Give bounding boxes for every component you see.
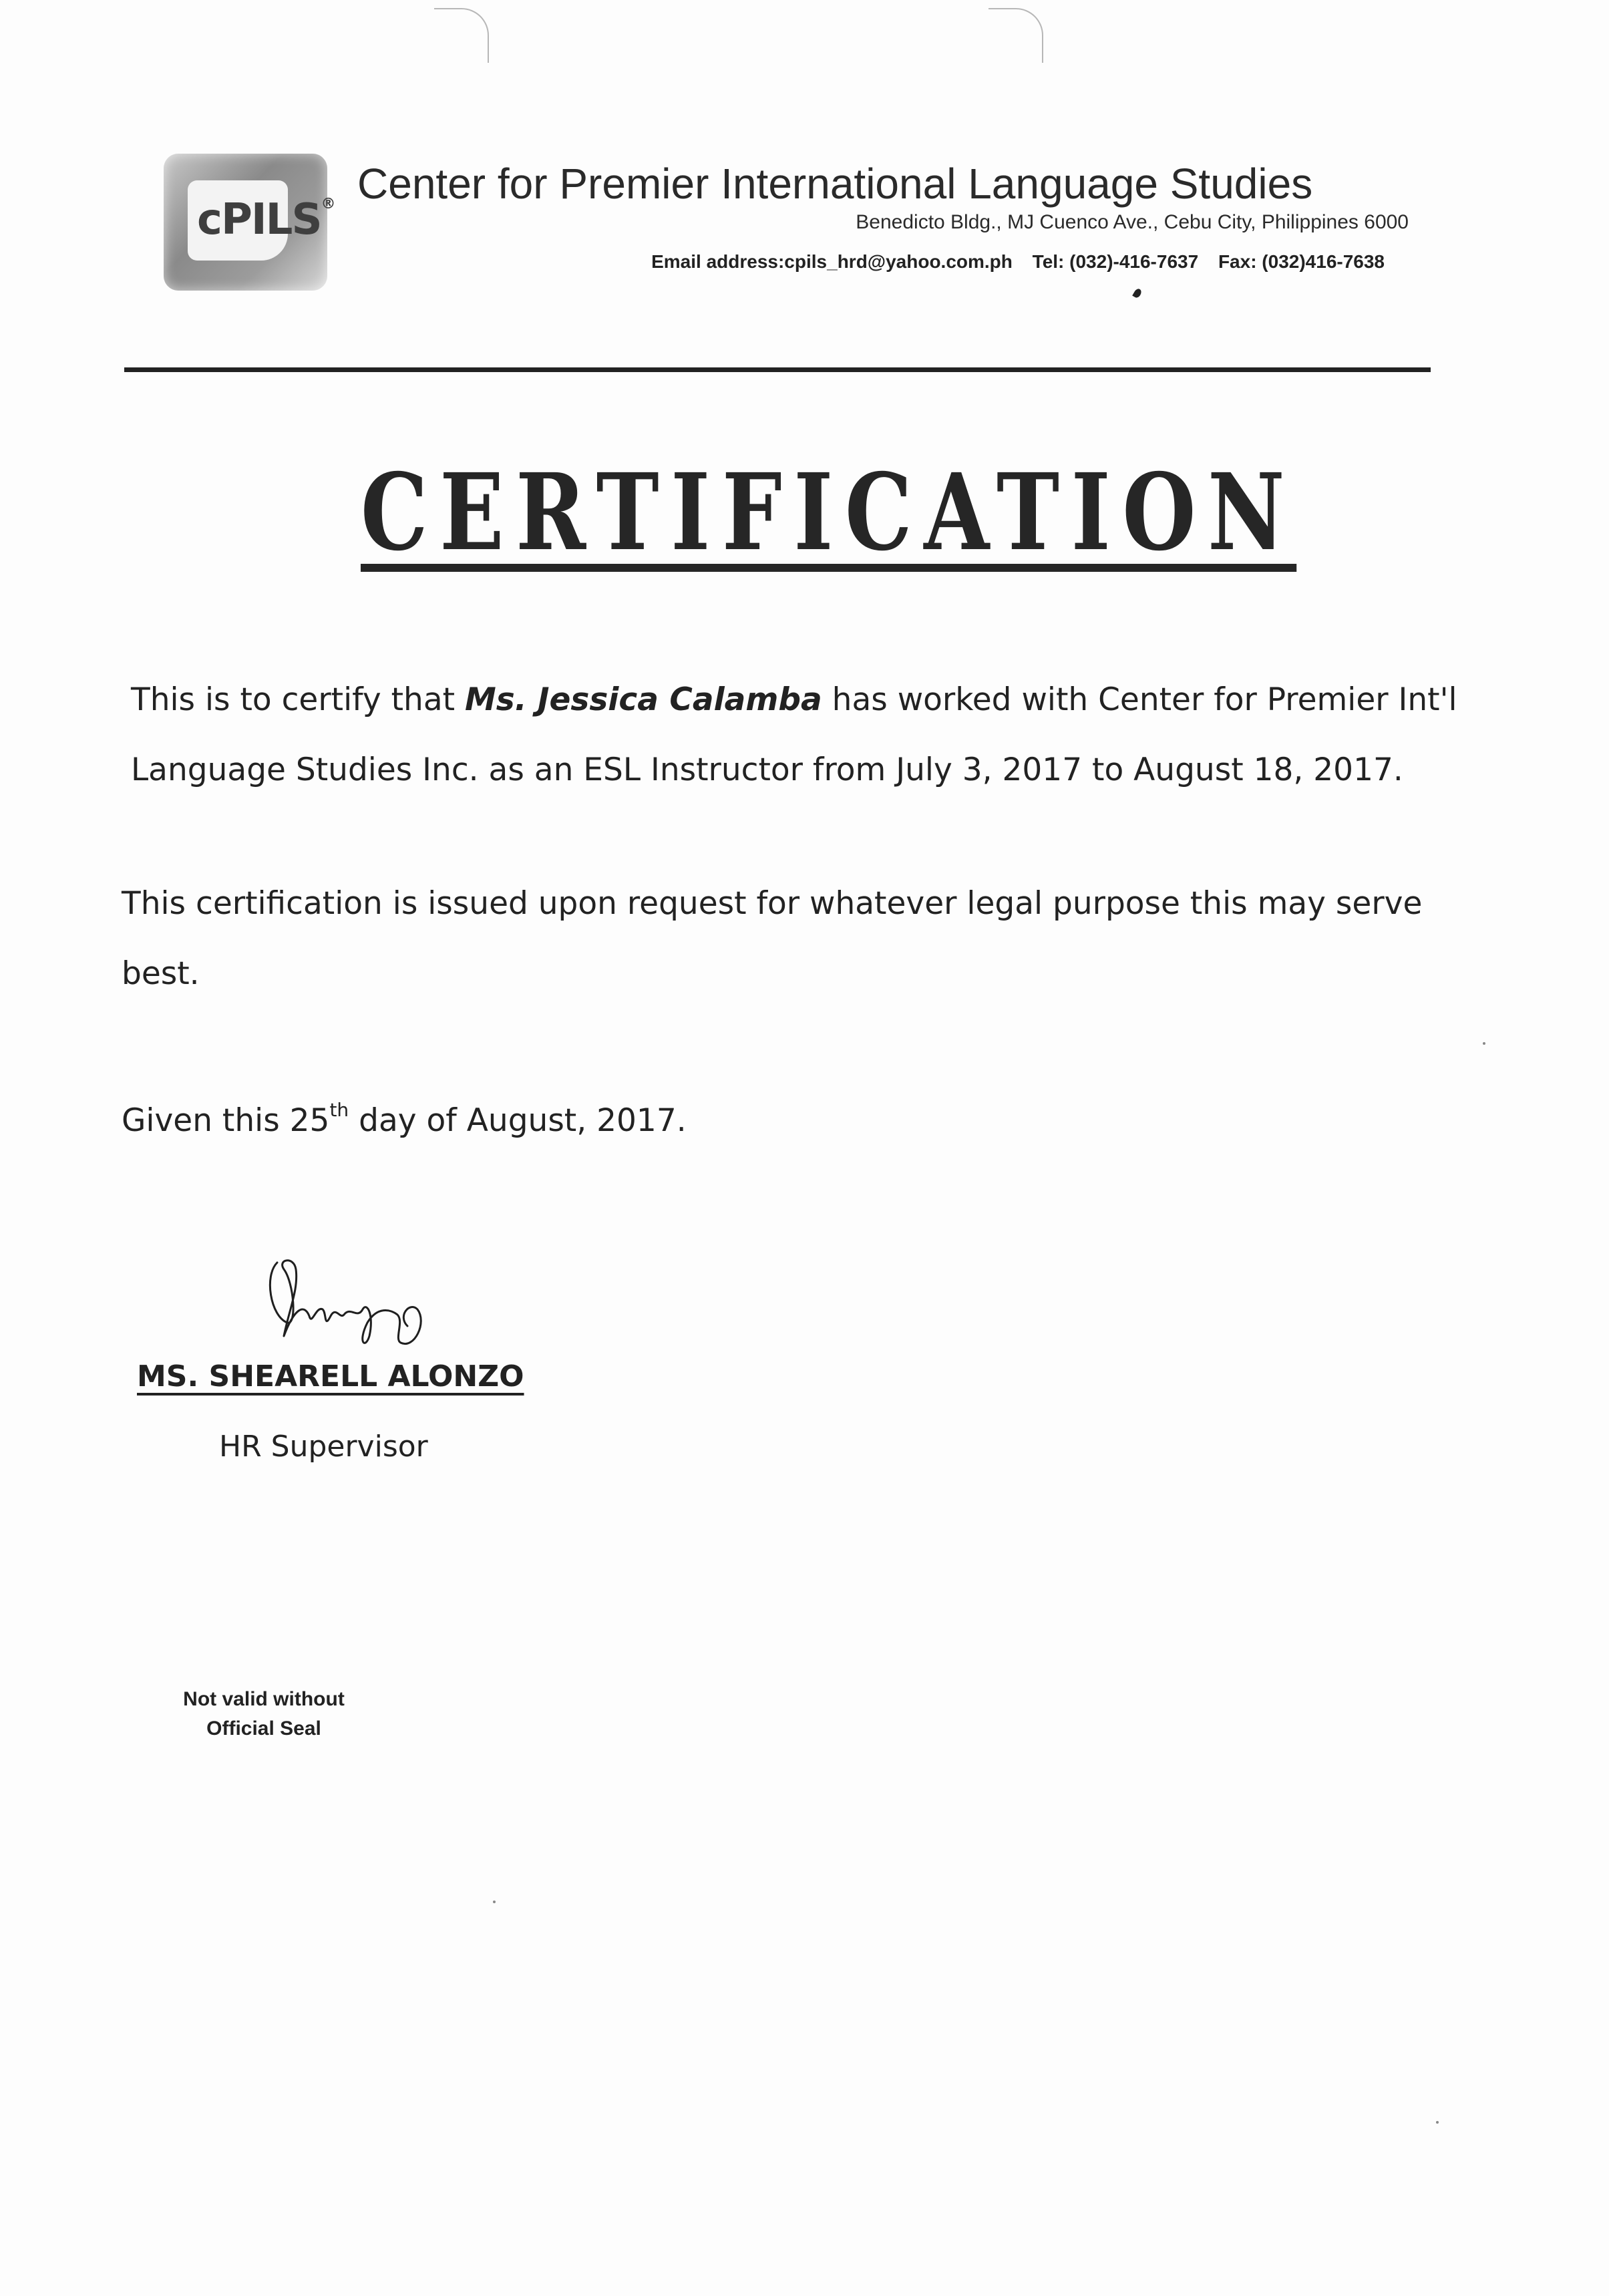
document-title: CERTIFICATION bbox=[361, 451, 1297, 575]
fax-number: Fax: (032)416-7638 bbox=[1218, 251, 1385, 272]
seal-notice bbox=[170, 1685, 357, 1744]
punch-hole-mark bbox=[434, 8, 489, 63]
signatory-title: HR Supervisor bbox=[219, 1430, 428, 1464]
certify-line-2: Language Studies Inc. as an ESL Instructor from July 3, 2017 to August 18, 2017. bbox=[131, 752, 1403, 788]
seal-notice-line-1: Not valid without bbox=[183, 1688, 345, 1710]
seal-notice-line-2: Official Seal bbox=[206, 1717, 321, 1740]
employee-name: Ms. Jessica Calamba bbox=[465, 681, 822, 718]
punch-hole-mark bbox=[989, 8, 1043, 63]
header-divider bbox=[124, 367, 1431, 372]
organization-name: Center for Premier International Language Studies bbox=[357, 160, 1313, 208]
purpose-line-1: This certification is issued upon request for whatever legal purpose this may serve bbox=[122, 885, 1423, 922]
handwritten-signature bbox=[257, 1243, 458, 1363]
organization-contact bbox=[651, 251, 1385, 273]
certify-line-1: This is to certify that Ms. Jessica Calamba has worked with Center for Premier Int'l bbox=[131, 681, 1457, 718]
signatory-name: MS. SHEARELL ALONZO bbox=[137, 1359, 524, 1393]
scan-speck bbox=[493, 1901, 496, 1903]
logo-text: cPILS® bbox=[197, 195, 336, 244]
organization-address: Benedicto Bldg., MJ Cuenco Ave., Cebu City, Philippines 6000 bbox=[856, 211, 1409, 233]
email-address: Email address:cpils_hrd@yahoo.com.ph bbox=[651, 251, 1013, 272]
scan-speck bbox=[1483, 1042, 1485, 1045]
ink-speck bbox=[1132, 287, 1143, 299]
cpils-logo bbox=[164, 154, 336, 291]
scan-speck bbox=[1436, 2121, 1439, 2124]
telephone-number: Tel: (032)-416-7637 bbox=[1032, 251, 1199, 272]
purpose-line-2: best. bbox=[122, 955, 200, 992]
given-date: Given this 25th day of August, 2017. bbox=[122, 1099, 687, 1139]
